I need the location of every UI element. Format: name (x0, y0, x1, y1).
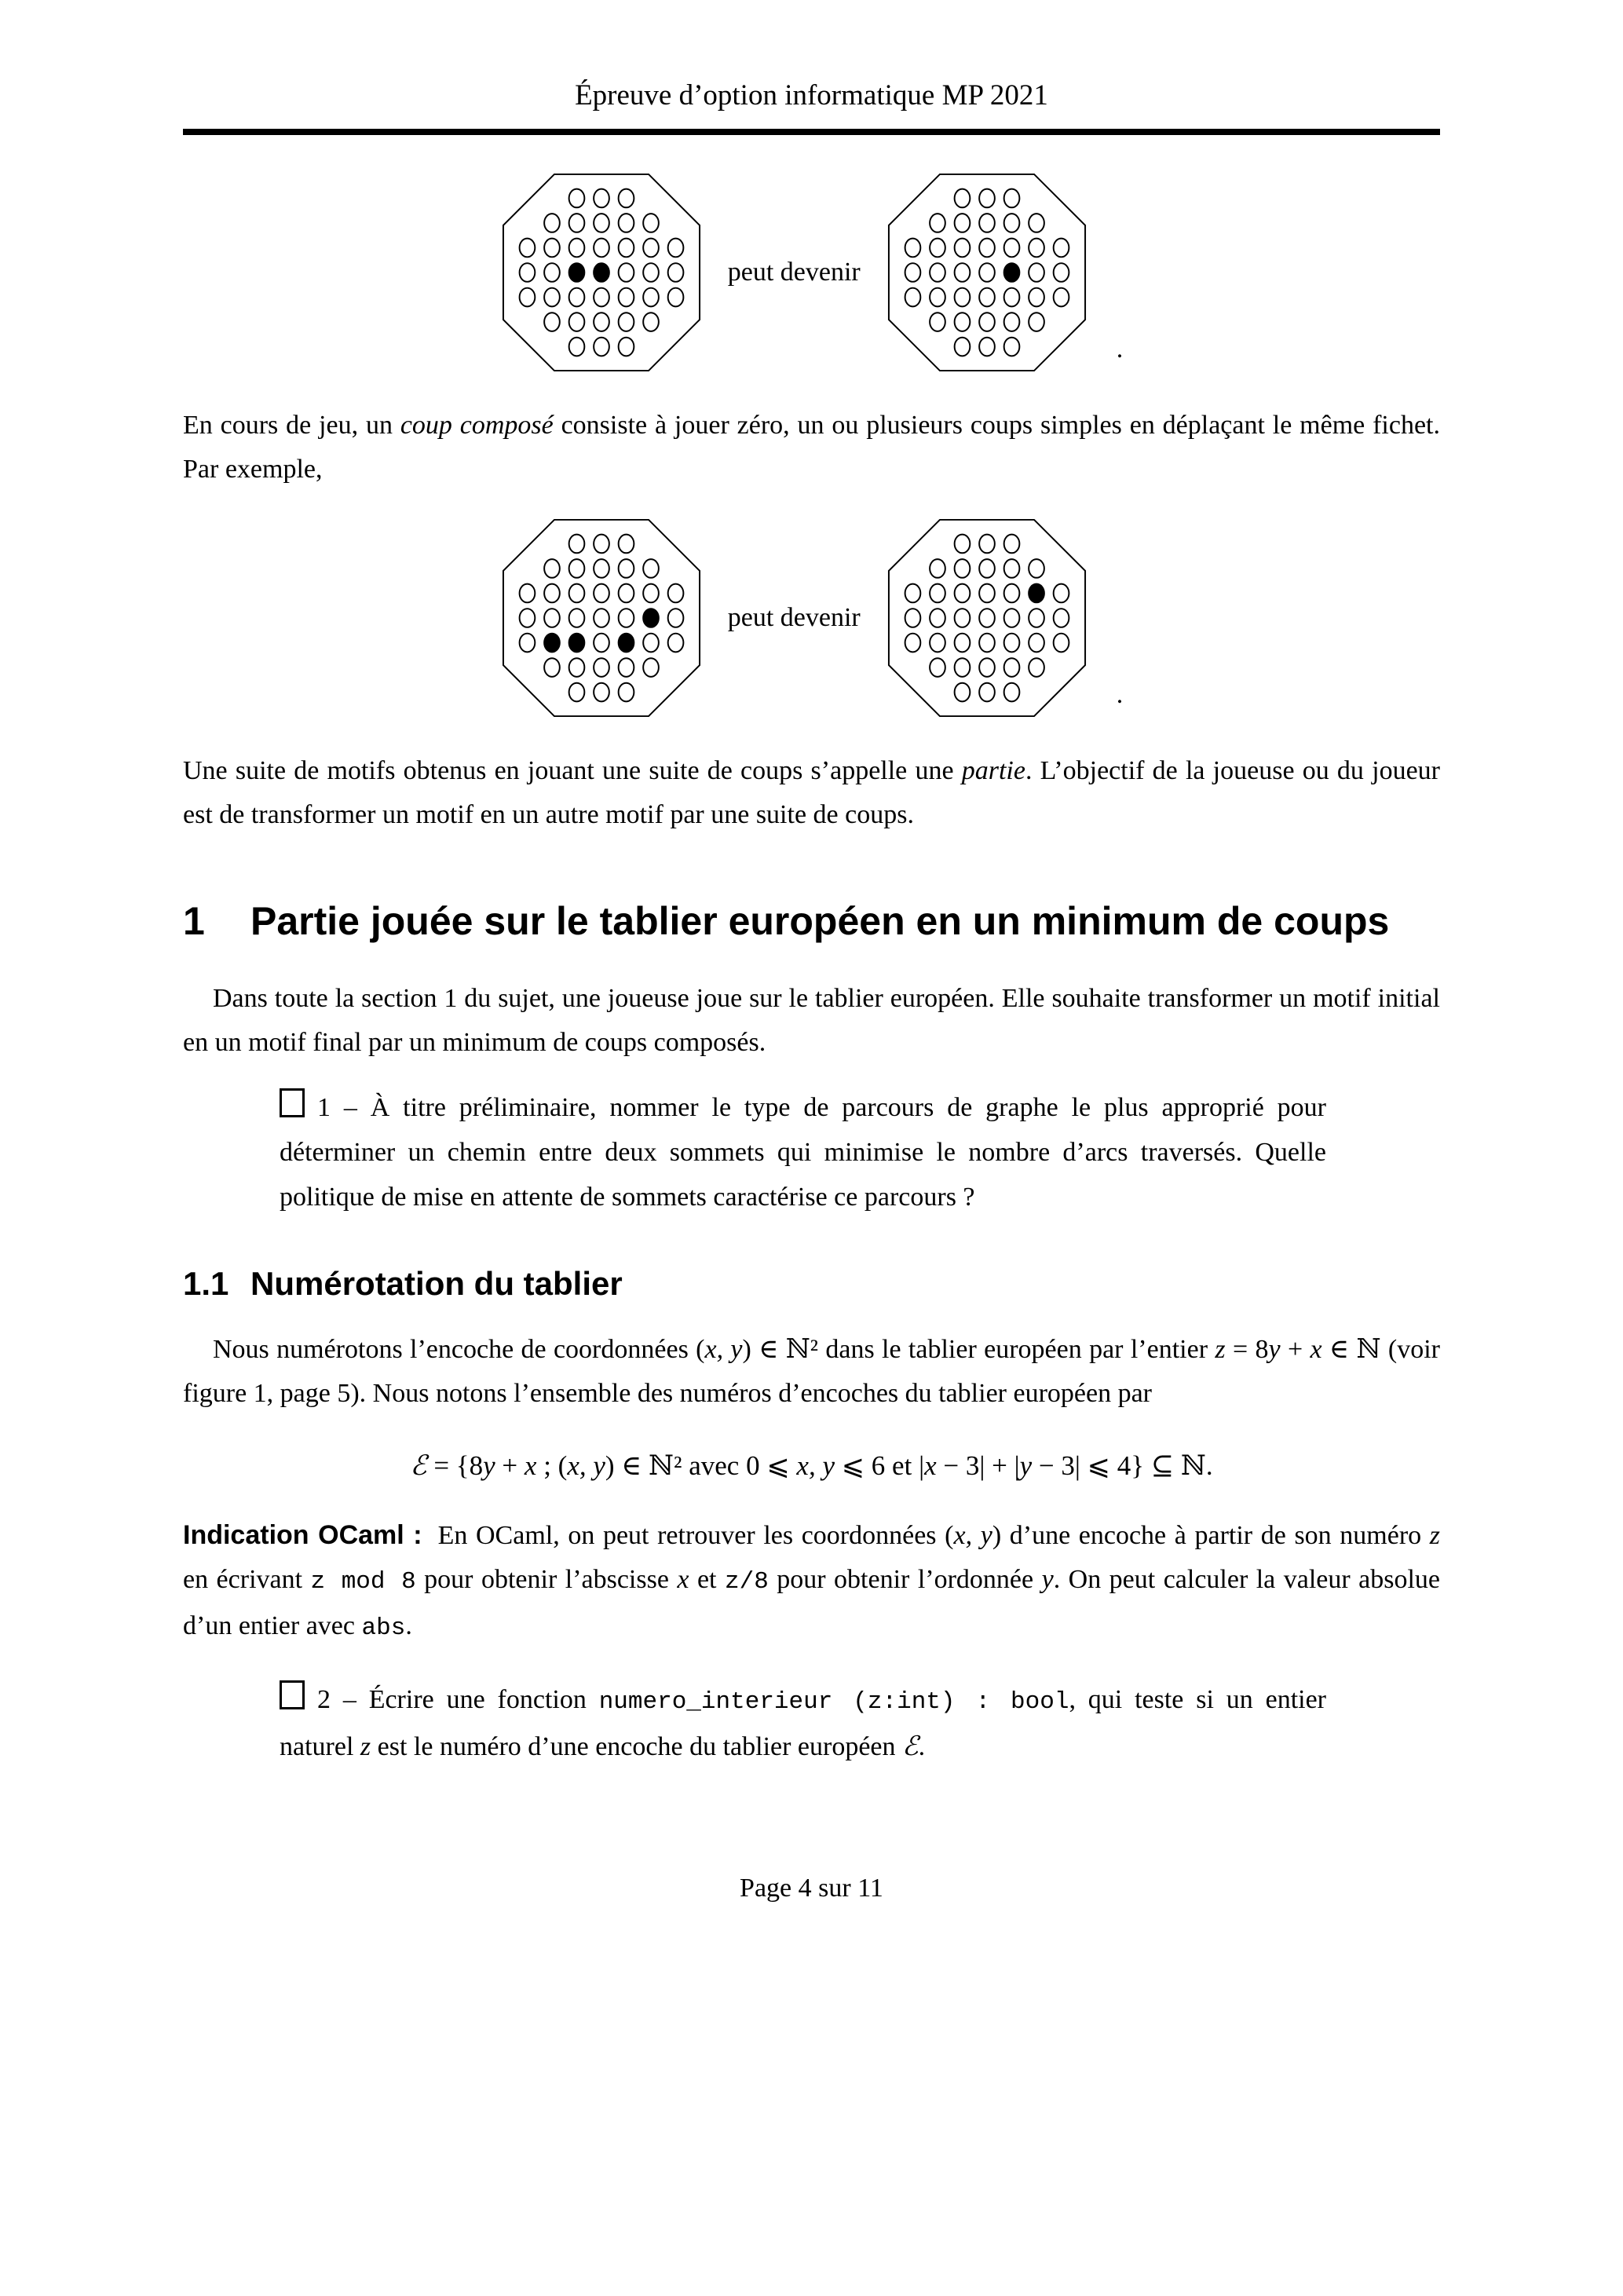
figure-1-period: . (1116, 335, 1124, 364)
board-before-simple-move (500, 171, 703, 374)
question-2-text: 2 – Écrire une fonction numero_interieur (z:int) : bool, qui teste si un entier naturel z est le numéro d’une encoche du tablier européen ℰ. (280, 1685, 1327, 1761)
board-after-composed-move (886, 517, 1088, 719)
question-1-text: 1 – À titre préliminaire, nommer le type de parcours de graphe le plus approprié pour déterminer un chemin entre deux sommets qui minimise le nombre d’arcs traversés. Quelle politique de mise en attente de sommets caractérise ce parcours ? (280, 1093, 1326, 1212)
figure-simple-move (183, 171, 1440, 374)
page-header (183, 75, 1440, 135)
paragraph-coup-compose: En cours de jeu, un coup composé consiste à jouer zéro, un ou plusieurs coups simples en déplaçant le même fichet. Par exemple, (183, 411, 1440, 484)
paragraph-section-intro: Dans toute la section 1 du sujet, une joueuse joue sur le tablier européen. Elle souhaite transformer un motif initial en un motif final par un minimum de coups composés. (183, 984, 1440, 1057)
caption-peut-devenir-1: peut devenir (727, 258, 861, 287)
paragraph-numerotation: Nous numérotons l’encoche de coordonnées (x, y) ∈ ℕ² dans le tablier européen par l’entier z = 8y + x ∈ ℕ (voir figure 1, page 5). Nous notons l’ensemble des numéros d’encoches du tablier européen par (183, 1335, 1440, 1408)
figure-2-period: . (1116, 680, 1124, 709)
formula-ensemble-encoches: ℰ = {8y + x ; (x, y) ∈ ℕ² avec 0 ⩽ x, y ⩽ 6 et |x − 3| + |y − 3| ⩽ 4} ⊆ ℕ. (410, 1450, 1213, 1481)
header-rule (183, 129, 1440, 135)
page-footer: Page 4 sur 11 (740, 1874, 883, 1903)
paragraph-indication-ocaml: Indication OCaml : En OCaml, on peut retrouver les coordonnées (x, y) d’une encoche à partir de son numéro z en écrivant z mod 8 pour obtenir l’abscisse x et z/8 pour obtenir l’ordonnée y. On peut calculer la valeur absolue d’un entier avec abs. (183, 1520, 1441, 1642)
subsection-1-1-heading (183, 1263, 1440, 1304)
caption-peut-devenir-2: peut devenir (727, 603, 861, 632)
section-1-number: 1 (183, 899, 205, 943)
board-after-simple-move (886, 171, 1088, 374)
checkbox-icon (280, 1088, 305, 1117)
section-1-title: Partie jouée sur le tablier européen en un minimum de coups (250, 899, 1390, 943)
section-1-heading (183, 887, 1440, 955)
question-2 (280, 1677, 1326, 1769)
subsection-1-1-title: Numérotation du tablier (250, 1265, 623, 1302)
paragraph-partie: Une suite de motifs obtenus en jouant une suite de coups s’appelle une partie. L’objectif de la joueuse ou du joueur est de transformer un motif en un autre motif par une suite de coups. (183, 756, 1440, 829)
page-header-title: Épreuve d’option informatique MP 2021 (575, 79, 1048, 112)
checkbox-icon (280, 1680, 305, 1709)
board-before-composed-move (500, 517, 703, 719)
question-1 (280, 1085, 1326, 1219)
subsection-1-1-number: 1.1 (183, 1265, 229, 1302)
figure-composed-move (183, 517, 1440, 719)
